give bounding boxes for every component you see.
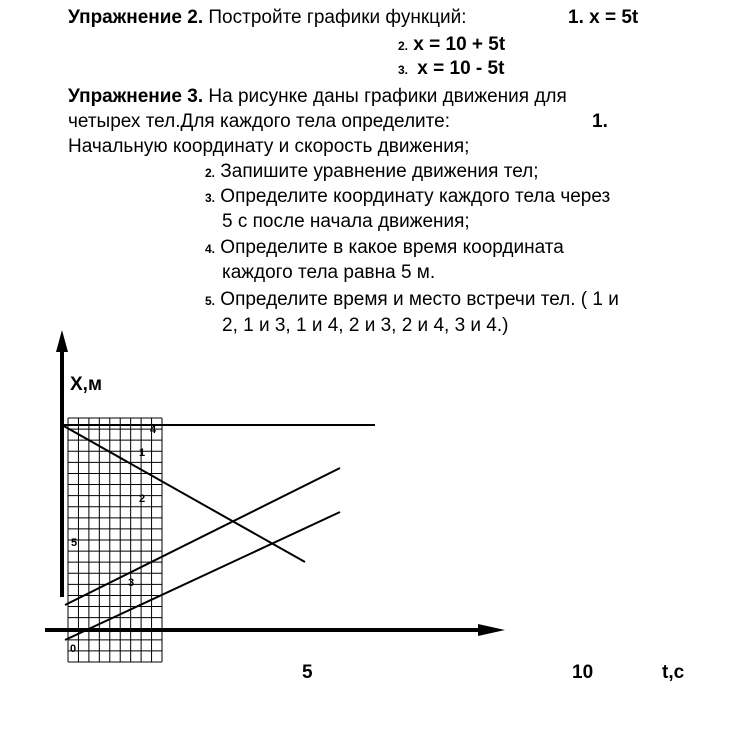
- question-5-number: 5.: [205, 294, 216, 308]
- question-3-number: 3.: [205, 191, 216, 205]
- function-2-formula: x = 10 + 5t: [413, 34, 506, 55]
- line-2: [65, 468, 340, 605]
- question-5-text-a: Определите время и место встречи тел. ( 1 и: [220, 289, 619, 310]
- x-tick-5: 5: [302, 662, 313, 683]
- exercise-2-text: Постройте графики функций:: [208, 7, 467, 28]
- function-3-formula: x = 10 - 5t: [417, 58, 505, 79]
- question-3-text-a: Определите координату каждого тела через: [220, 186, 611, 207]
- function-2-number: 2.: [398, 39, 409, 53]
- label-0: 0: [70, 643, 77, 655]
- question-2-number: 2.: [205, 166, 216, 180]
- x-axis-label: t,c: [662, 662, 685, 683]
- function-1: 1. x = 5t: [568, 7, 639, 28]
- x-tick-10: 10: [572, 662, 594, 683]
- label-4: 4: [150, 424, 157, 436]
- exercise-3-line-2: четырех тел.Для каждого тела определите:: [68, 111, 451, 132]
- label-2: 2: [139, 493, 146, 505]
- label-5: 5: [71, 537, 78, 549]
- question-4-text-b: каждого тела равна 5 м.: [222, 262, 436, 283]
- x-axis-arrow: [478, 624, 505, 636]
- exercise-3-intro: На рисунке даны графики движения для: [208, 86, 567, 107]
- question-2-text: Запишите уравнение движения тел;: [220, 161, 539, 182]
- y-axis-arrow: [56, 330, 68, 352]
- label-3: 3: [128, 577, 135, 589]
- label-1: 1: [139, 447, 146, 459]
- question-1-number: 1.: [592, 111, 608, 132]
- line-1: [62, 425, 305, 562]
- question-1: Начальную координату и скорость движения;: [68, 136, 470, 157]
- question-3-text-b: 5 с после начала движения;: [222, 211, 470, 232]
- question-4-text-a: Определите в какое время координата: [220, 237, 564, 258]
- y-axis-label: X,м: [70, 374, 103, 395]
- line-3: [65, 512, 340, 640]
- exercise-3-title: Упражнение 3.: [68, 86, 204, 107]
- question-4-number: 4.: [205, 242, 216, 256]
- question-5-text-b: 2, 1 и 3, 1 и 4, 2 и 3, 2 и 4, 3 и 4.): [222, 315, 509, 336]
- exercise-2-title: Упражнение 2.: [68, 7, 204, 28]
- function-3-number: 3.: [398, 63, 409, 77]
